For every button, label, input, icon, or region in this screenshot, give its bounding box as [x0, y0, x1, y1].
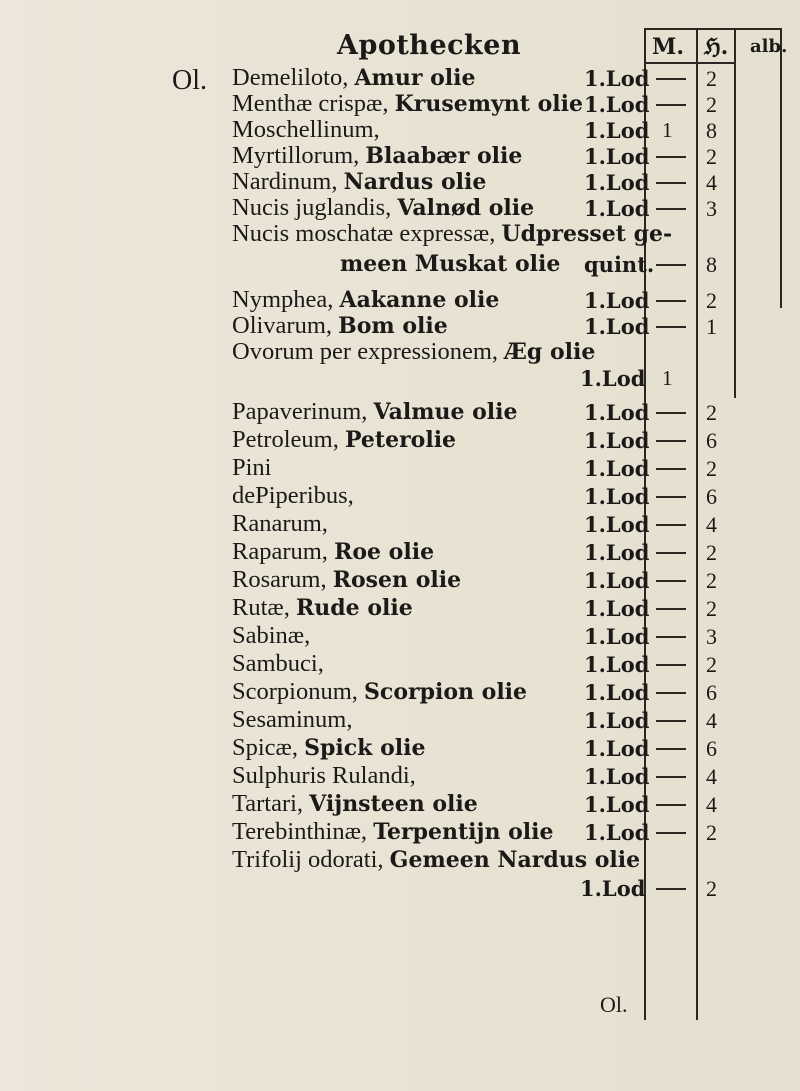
- entry-lot: 2: [706, 820, 717, 845]
- entry-lot: 2: [706, 288, 717, 313]
- entry-latin: Rutæ,: [232, 594, 290, 621]
- entry-lot: 4: [706, 792, 717, 817]
- entry-latin: Demeliloto,: [232, 64, 349, 91]
- entry-lot: 2: [706, 400, 717, 425]
- entry-lot: 4: [706, 512, 717, 537]
- column-rule: [734, 28, 736, 398]
- entry-text: [232, 340, 595, 365]
- entry-vernacular: Aakanne olie: [339, 287, 500, 313]
- entry-dash: [656, 720, 686, 722]
- entry-dash: [656, 300, 686, 302]
- entry-latin: Rosarum,: [232, 566, 327, 593]
- entry-text: [232, 512, 328, 537]
- entry-text: [232, 540, 434, 565]
- entry-lot: 2: [706, 540, 717, 565]
- entry-weight: 1.Lod: [584, 568, 650, 593]
- entry-latin: Raparum,: [232, 538, 328, 565]
- entry-mark: 1: [662, 118, 673, 142]
- entry-dash: [656, 832, 686, 834]
- entry-weight: 1.Lod: [584, 512, 650, 537]
- entry-lot: 8: [706, 118, 717, 143]
- entry-lot: 4: [706, 170, 717, 195]
- entry-latin: Terebinthinæ,: [232, 818, 368, 845]
- entry-weight: 1.Lod: [584, 428, 650, 453]
- entry-text: [232, 288, 499, 313]
- entry-latin: Spicæ,: [232, 734, 299, 761]
- entry-lot: 2: [706, 66, 717, 91]
- entry-dash: [656, 552, 686, 554]
- entry-vernacular: Blaabær olie: [365, 143, 523, 169]
- entry-latin: Scorpionum,: [232, 678, 358, 705]
- entry-weight: 1.Lod: [584, 680, 650, 705]
- entry-text: [232, 196, 534, 221]
- entry-weight: 1.Lod: [584, 652, 650, 677]
- catchword: Ol.: [600, 992, 628, 1017]
- column-header-lot: ℌ.: [704, 34, 729, 60]
- entry-latin: Ranarum,: [232, 510, 328, 537]
- entry-text: [232, 144, 522, 169]
- entry-weight: 1.Lod: [584, 144, 650, 169]
- entry-latin: Petroleum,: [232, 426, 339, 453]
- entry-weight: 1.Lod: [584, 456, 650, 481]
- entry-dash: [656, 412, 686, 414]
- entry-vernacular: Vijnsteen olie: [309, 791, 478, 817]
- entry-dash: [656, 104, 686, 106]
- entry-vernacular: Roe olie: [334, 539, 435, 565]
- entry-vernacular: Bom olie: [338, 313, 448, 339]
- entry-lot: 2: [706, 456, 717, 481]
- column-rule: [696, 28, 698, 1020]
- entry-text: [340, 252, 560, 277]
- entry-latin: Ovorum per expressionem,: [232, 338, 499, 365]
- entry-vernacular: Valmue olie: [373, 399, 518, 425]
- entry-lot: 3: [706, 196, 717, 221]
- entry-latin: Pini: [232, 454, 272, 481]
- entry-dash: [656, 692, 686, 694]
- entry-latin: Nucis juglandis,: [232, 194, 392, 221]
- entry-text: [232, 820, 554, 845]
- entry-text: [232, 428, 456, 453]
- entry-lot: 4: [706, 764, 717, 789]
- entry-text: [232, 400, 518, 425]
- entry-vernacular: Æg olie: [504, 339, 596, 365]
- entry-weight: 1.Lod: [584, 820, 650, 845]
- entry-text: [232, 484, 354, 509]
- entry-text: [232, 736, 425, 761]
- entry-text: [232, 680, 527, 705]
- column-rule: [780, 28, 782, 308]
- entry-text: [232, 66, 475, 91]
- entry-weight: 1.Lod: [584, 596, 650, 621]
- entry-weight: 1.Lod: [584, 484, 650, 509]
- entry-text: [232, 596, 413, 621]
- entry-vernacular: Spick olie: [304, 735, 426, 761]
- column-header-mark: M.: [652, 34, 685, 60]
- entry-weight: 1.Lod: [584, 288, 650, 313]
- entry-text: [232, 456, 272, 481]
- entry-lot: 6: [706, 484, 717, 509]
- entry-text: [232, 92, 583, 117]
- entry-latin: Sabinæ,: [232, 622, 311, 649]
- entry-vernacular: Scorpion olie: [364, 679, 528, 705]
- entry-dash: [656, 496, 686, 498]
- entry-text: [232, 624, 310, 649]
- entry-lot: 3: [706, 624, 717, 649]
- entry-weight: 1.Lod: [584, 792, 650, 817]
- entry-lot: 2: [706, 652, 717, 677]
- entry-text: [232, 848, 640, 873]
- entry-vernacular: Peterolie: [344, 427, 457, 453]
- entry-text: [232, 170, 486, 195]
- header-rule: [644, 62, 734, 64]
- entry-vernacular: Nardus olie: [343, 169, 487, 195]
- entry-dash: [656, 156, 686, 158]
- entry-lot: 2: [706, 568, 717, 593]
- entry-latin: Myrtillorum,: [232, 142, 360, 169]
- entry-lot: 1: [706, 314, 717, 339]
- entry-text: [232, 118, 380, 143]
- entry-vernacular: Amur olie: [354, 65, 476, 91]
- section-label: Ol.: [172, 65, 207, 96]
- entry-vernacular: Terpentijn olie: [373, 819, 554, 845]
- entry-latin: Tartari,: [232, 790, 304, 817]
- entry-dash: [656, 608, 686, 610]
- entry-lot: 2: [706, 876, 717, 901]
- entry-vernacular: Rude olie: [296, 595, 413, 621]
- entry-latin: Sambuci,: [232, 650, 324, 677]
- entry-latin: dePiperibus,: [232, 482, 354, 509]
- entry-weight: 1.Lod: [584, 624, 650, 649]
- entry-latin: Nymphea,: [232, 286, 334, 313]
- entry-weight: 1.Lod: [584, 540, 650, 565]
- entry-latin: Nardinum,: [232, 168, 338, 195]
- entry-lot: 4: [706, 708, 717, 733]
- entry-text: [232, 652, 324, 677]
- entry-weight: 1.Lod: [584, 92, 650, 117]
- entry-text: [232, 708, 352, 733]
- entry-latin: Sulphuris Rulandi,: [232, 762, 416, 789]
- entry-weight: 1.Lod: [584, 118, 650, 143]
- entry-dash: [656, 524, 686, 526]
- entry-dash: [656, 804, 686, 806]
- entry-lot: 6: [706, 680, 717, 705]
- entry-latin: Olivarum,: [232, 312, 333, 339]
- entry-weight: 1.Lod: [584, 400, 650, 425]
- entry-lot: 2: [706, 92, 717, 117]
- entry-latin: Menthæ crispæ,: [232, 90, 389, 117]
- entry-weight: 1.Lod: [584, 314, 650, 339]
- table-top-rule: [644, 28, 782, 30]
- entry-text: [232, 792, 478, 817]
- entry-dash: [656, 78, 686, 80]
- entry-weight: 1.Lod: [584, 708, 650, 733]
- entry-vernacular: Rosen olie: [332, 567, 462, 593]
- entry-latin: Trifolij odorati,: [232, 846, 384, 873]
- entry-weight: 1.Lod: [584, 170, 650, 195]
- entry-text: [232, 222, 672, 247]
- entry-text: [232, 764, 416, 789]
- entry-lot: 8: [706, 252, 717, 277]
- entry-lot: 6: [706, 736, 717, 761]
- entry-vernacular: Udpresset ge-: [501, 221, 673, 247]
- entry-latin: Papaverinum,: [232, 398, 368, 425]
- entry-weight: 1.Lod: [584, 736, 650, 761]
- entry-weight: 1.Lod: [584, 66, 650, 91]
- entry-dash: [656, 664, 686, 666]
- entry-mark: 1: [662, 366, 673, 390]
- entry-dash: [656, 748, 686, 750]
- entry-dash: [656, 440, 686, 442]
- entry-weight: quint.: [584, 252, 655, 277]
- entry-lot: 6: [706, 428, 717, 453]
- entry-dash: [656, 636, 686, 638]
- entry-weight: 1.Lod: [580, 366, 646, 391]
- entry-dash: [656, 182, 686, 184]
- entry-vernacular: Valnød olie: [397, 195, 535, 221]
- entry-text: [232, 314, 448, 339]
- entry-dash: [656, 264, 686, 266]
- entry-vernacular: meen Muskat olie: [340, 251, 561, 277]
- column-header-alb: alb.: [750, 36, 788, 57]
- entry-dash: [656, 208, 686, 210]
- entry-dash: [656, 326, 686, 328]
- entry-latin: Sesaminum,: [232, 706, 353, 733]
- entry-dash: [656, 468, 686, 470]
- entry-dash: [656, 580, 686, 582]
- entry-lot: 2: [706, 144, 717, 169]
- entry-weight: 1.Lod: [580, 876, 646, 901]
- entry-latin: Nucis moschatæ expressæ,: [232, 220, 496, 247]
- running-head: Apothecken: [337, 30, 522, 61]
- entry-latin: Moschellinum,: [232, 116, 380, 143]
- entry-weight: 1.Lod: [584, 764, 650, 789]
- entry-vernacular: Krusemynt olie: [394, 91, 584, 117]
- entry-text: [232, 568, 461, 593]
- entry-weight: 1.Lod: [584, 196, 650, 221]
- entry-lot: 2: [706, 596, 717, 621]
- entry-vernacular: Gemeen Nardus olie: [389, 847, 641, 873]
- entry-dash: [656, 776, 686, 778]
- entry-dash: [656, 888, 686, 890]
